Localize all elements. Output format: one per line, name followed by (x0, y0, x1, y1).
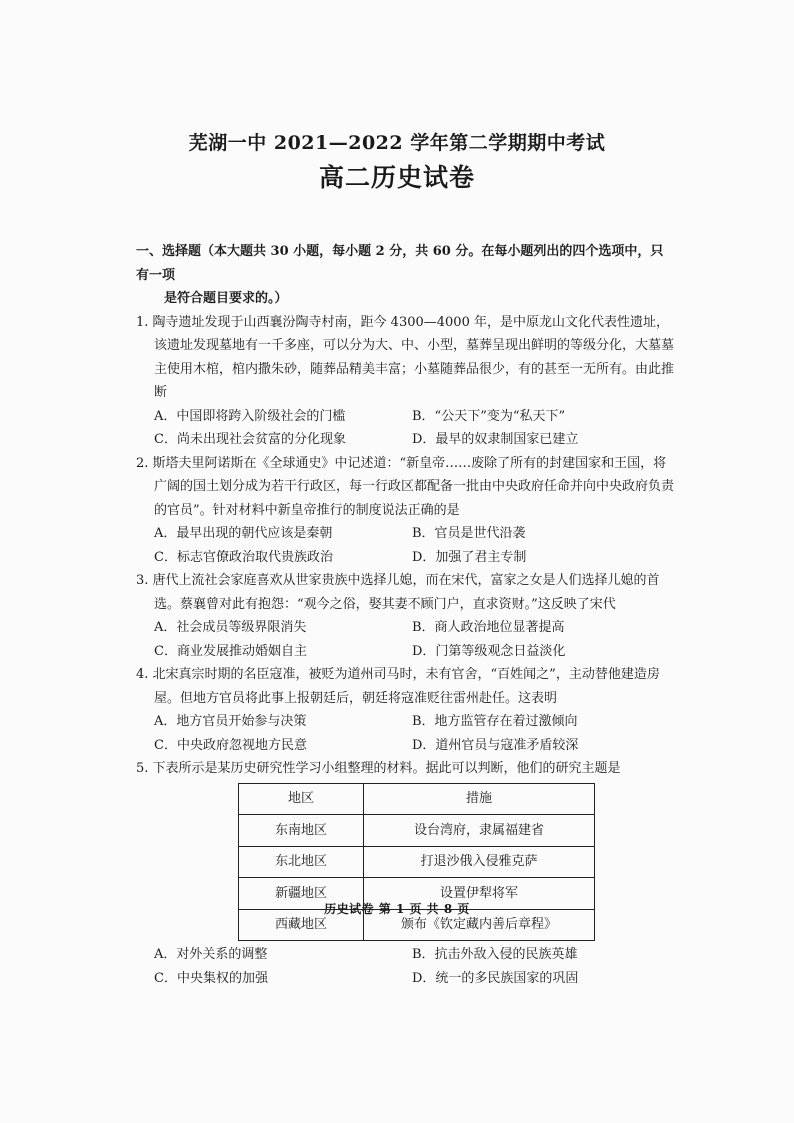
question-4 (136, 663, 676, 757)
table-cell: 东北地区 (239, 846, 364, 878)
page-footer: 历史试卷 第 1 页 共 8 页 (324, 902, 470, 916)
question-stem: 4. 北宋真宗时期的名臣寇准，被贬为道州司马时，未有官舍，“百姓闻之”，主动替他建造房屋。但地方官员将此事上报朝廷后，朝廷将寇准贬往雷州赴任。这表明 (136, 667, 660, 706)
table-cell: 西藏地区 (239, 909, 364, 941)
option-a: A．中国即将跨入阶级社会的门槛 (154, 408, 346, 424)
question-options (136, 405, 676, 452)
question-stem: 2. 斯塔夫里阿诺斯在《全球通史》中记述道：“新皇帝……废除了所有的封建国家和王国，将广阔的国土划分成为若干行政区，每一行政区都配备一批由中央政府任命并向中央政府负责的官员”。针对材料中新皇帝推行的制度说法正确的是 (136, 455, 675, 518)
exam-subtitle: 高二历史试卷 (318, 163, 475, 192)
question-options (136, 943, 676, 990)
question-stem: 3. 唐代上流社会家庭喜欢从世家贵族中选择儿媳，而在宋代，富家之女是人们选择儿媳的首选。蔡襄曾对此有抱怨：“观今之俗，娶其妻不顾门户，直求资财。”这反映了宋代 (136, 573, 660, 612)
table-header-cell: 地区 (239, 783, 364, 815)
option-b: B．商人政治地位显著提高 (412, 620, 565, 635)
option-d: D．加强了君主专制 (412, 549, 527, 565)
exam-title: 芜湖一中 2021—2022 学年第二学期期中考试 (188, 132, 606, 154)
option-b: B．地方监管存在着过激倾向 (412, 714, 578, 729)
option-d: D．道州官员与寇准矛盾较深 (412, 737, 579, 753)
option-c: C．标志官僚政治取代贵族政治 (154, 549, 333, 565)
option-c: C．中央集权的加强 (154, 970, 268, 986)
option-d: D．门第等级观念日益淡化 (412, 643, 566, 659)
option-b: B．“公天下”变为“私天下” (412, 408, 566, 424)
table-row (239, 846, 595, 878)
section-heading (136, 240, 676, 311)
question-2 (136, 452, 676, 570)
option-b: B．抗击外敌入侵的民族英雄 (412, 947, 578, 962)
question-options (136, 522, 676, 569)
option-c: C．中央政府忽视地方民意 (154, 737, 307, 753)
table-cell: 设台湾府，隶属福建省 (364, 815, 595, 847)
option-a: A．最早出现的朝代应该是秦朝 (154, 526, 333, 541)
option-a: A．对外关系的调整 (154, 947, 268, 962)
section-heading-line1: 一、选择题（本大题共 30 小题，每小题 2 分，共 60 分。在每小题列出的四个选项中，只有一项 (136, 244, 664, 283)
option-c: C．商业发展推动婚姻自主 (154, 643, 307, 659)
exam-content (136, 240, 676, 990)
option-c: C．尚未出现社会贫富的分化现象 (154, 432, 346, 447)
question-options (136, 710, 676, 757)
question-3 (136, 569, 676, 663)
table-header-row (239, 783, 595, 815)
table-cell: 东南地区 (239, 815, 364, 847)
question-1 (136, 311, 676, 452)
question-options (136, 616, 676, 663)
table-header-cell: 措施 (364, 783, 595, 815)
table-row (239, 815, 595, 847)
option-a: A．地方官员开始参与决策 (154, 714, 307, 729)
option-a: A．社会成员等级界限消失 (154, 620, 307, 635)
question-5 (136, 757, 676, 990)
question-stem: 5. 下表所示是某历史研究性学习小组整理的材料。据此可以判断，他们的研究主题是 (136, 761, 621, 776)
question-stem: 1. 陶寺遗址发现于山西襄汾陶寺村南，距今 4300—4000 年，是中原龙山文化代表性遗址，该遗址发现墓地有一千多座，可以分为大、中、小型，墓葬呈现出鲜明的等级分化，大墓墓主使用木棺，棺内撒朱砂，随葬品精美丰富；小墓随葬品很少，有的甚至一无所有。由此推断 (136, 314, 675, 400)
table-cell: 颁布《钦定藏内善后章程》 (364, 909, 595, 941)
option-d: D．统一的多民族国家的巩固 (412, 970, 579, 986)
table-cell: 打退沙俄入侵雅克萨 (364, 846, 595, 878)
question-5-table (238, 783, 595, 942)
section-heading-line2: 是符合题目要求的。） (164, 291, 288, 306)
table-cell: 新疆地区 (239, 878, 364, 910)
option-d: D．最早的奴隶制国家已建立 (412, 432, 579, 447)
option-b: B．官员是世代沿袭 (412, 526, 526, 541)
table-cell: 设置伊犁将军 (364, 878, 595, 910)
